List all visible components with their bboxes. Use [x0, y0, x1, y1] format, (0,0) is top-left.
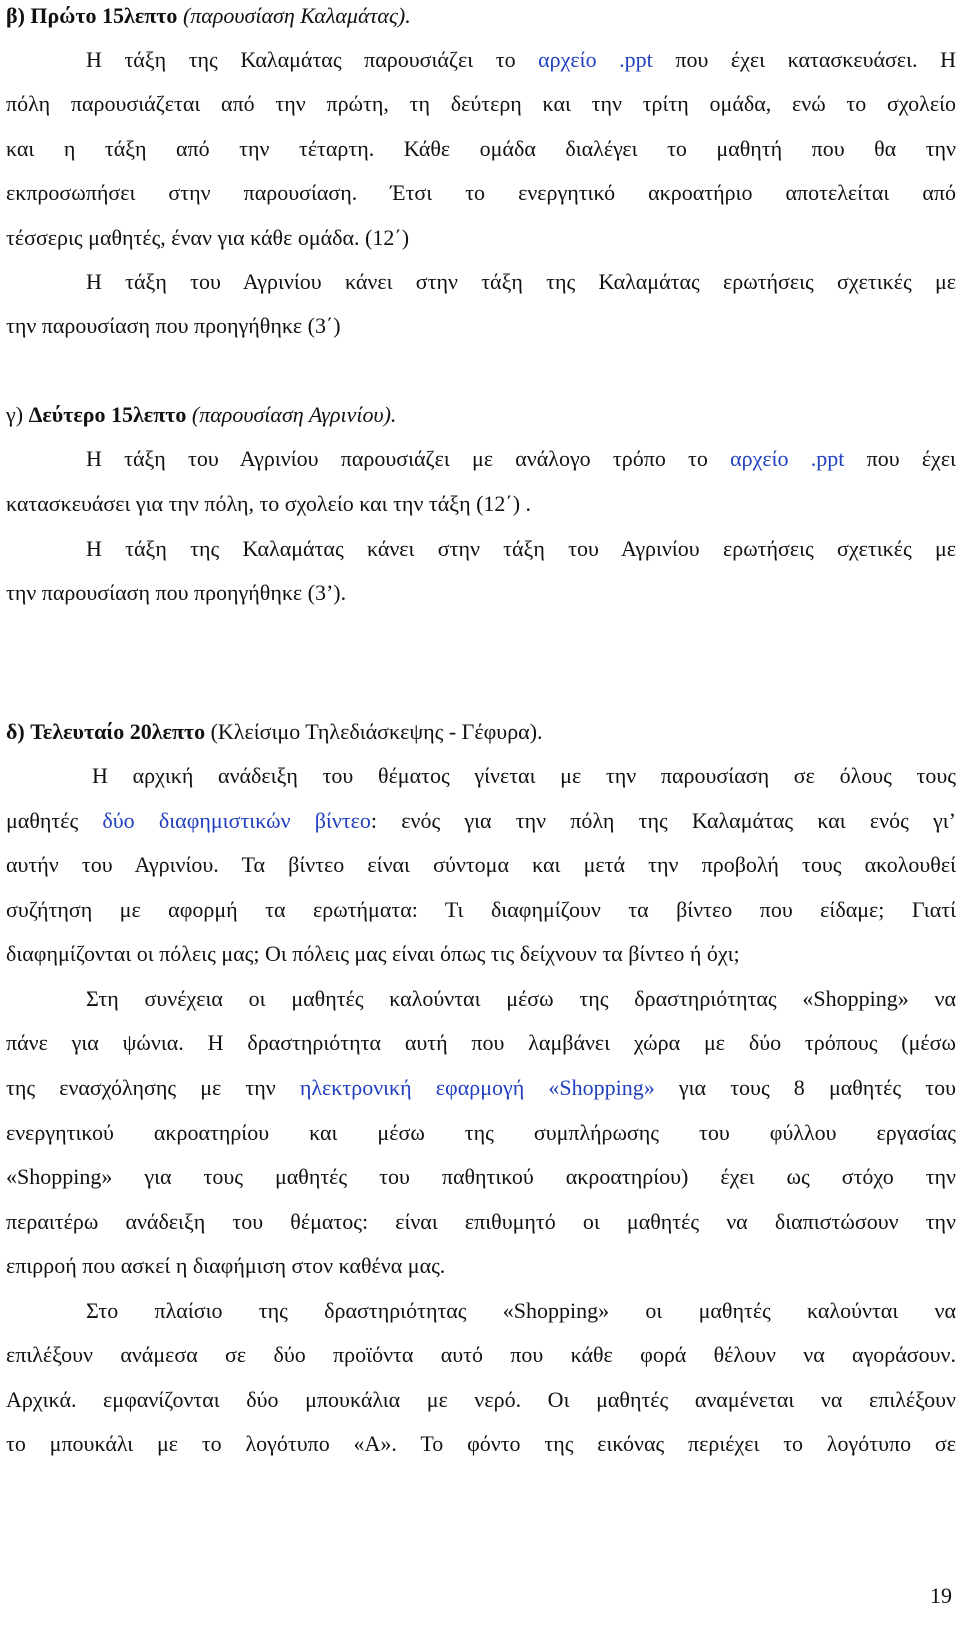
section-b-subtitle: (παρουσίαση Καλαμάτας).	[182, 3, 411, 28]
paragraph-line: «Shopping» για τους μαθητές του παθητικού ακροατηρίου) έχει ως στόχο την	[6, 1164, 956, 1189]
paragraph-line	[6, 1072, 956, 1104]
text-run: για τους 8 μαθητές του	[654, 1075, 956, 1100]
paragraph-line	[6, 805, 956, 837]
paragraph-line: πόλη παρουσιάζεται από την πρώτη, τη δεύτερη και την τρίτη ομάδα, ενώ το σχολείο	[6, 91, 956, 116]
paragraph-line: Αρχικά. εμφανίζονται δύο μπουκάλια με νερό. Οι μαθητές αναμένεται να επιλέξουν	[6, 1387, 956, 1412]
paragraph-line: πάνε για ψώνια. Η δραστηριότητα αυτή που λαμβάνει χώρα με δύο τρόπους (μέσω	[6, 1030, 956, 1055]
text-run: Η τάξη της Καλαμάτας παρουσιάζει το	[86, 47, 539, 72]
paragraph-line: τέσσερις μαθητές, έναν για κάθε ομάδα. (12΄)	[6, 225, 410, 250]
paragraph-line: Η αρχική ανάδειξη του θέματος γίνεται με την παρουσίαση σε όλους τους	[92, 763, 956, 788]
paragraph-line: επιρροή που ασκεί η διαφήμιση στον καθένα μας.	[6, 1253, 446, 1278]
paragraph-line: την παρουσίαση που προηγήθηκε (3΄)	[6, 313, 341, 338]
text-run: Η τάξη του Αγρινίου παρουσιάζει με ανάλογο τρόπο το	[86, 446, 731, 471]
paragraph-line	[86, 443, 956, 475]
section-b-label: β)	[6, 3, 25, 28]
text-run: : ενός για την πόλη της Καλαμάτας και ενός γι’	[370, 808, 956, 833]
text-run: που έχει	[844, 446, 956, 471]
paragraph-line: Στο πλαίσιο της δραστηριότητας «Shopping» οι μαθητές καλούνται να	[86, 1298, 956, 1323]
paragraph-line: συζήτηση με αφορμή τα ερωτήματα: Τι διαφημίζουν τα βίντεο που είδαμε; Γιατί	[6, 897, 956, 922]
paragraph-line: Στη συνέχεια οι μαθητές καλούνται μέσω της δραστηριότητας «Shopping» να	[86, 986, 956, 1011]
section-d-label: δ)	[6, 719, 25, 744]
paragraph-line	[86, 44, 956, 76]
paragraph-line: ενεργητικού ακροατηρίου και μέσω της συμπλήρωσης του φύλλου εργασίας	[6, 1120, 956, 1145]
paragraph-line: αυτήν του Αγρινίου. Τα βίντεο είναι σύντομα και μετά την προβολή τους ακολουθεί	[6, 852, 956, 877]
ppt-file-link[interactable]: αρχείο .ppt	[538, 47, 653, 72]
paragraph-line: και η τάξη από την τέταρτη. Κάθε ομάδα διαλέγει το μαθητή που θα την	[6, 136, 956, 161]
shopping-app-link[interactable]: ηλεκτρονική εφαρμογή «Shopping»	[299, 1075, 655, 1100]
paragraph-line: διαφημίζονται οι πόλεις μας; Οι πόλεις μας είναι όπως τις δείχνουν τα βίντεο ή όχι;	[6, 941, 740, 966]
section-d-subtitle: (Κλείσιμο Τηλεδιάσκεψης - Γέφυρα).	[210, 719, 543, 744]
paragraph-line: το μπουκάλι με το λογότυπο «Α». Το φόντο της εικόνας περιέχει το λογότυπο σε	[6, 1431, 956, 1456]
section-b-title: Πρώτο 15λεπτο	[30, 3, 178, 28]
paragraph-line: επιλέξουν ανάμεσα σε δύο προϊόντα αυτό που κάθε φορά θέλουν να αγοράσουν.	[6, 1342, 956, 1367]
section-c-subtitle: (παρουσίαση Αγρινίου).	[191, 402, 397, 427]
section-d-heading	[6, 716, 956, 748]
text-run: που έχει κατασκευάσει. Η	[652, 47, 956, 72]
ppt-file-link[interactable]: αρχείο .ppt	[730, 446, 845, 471]
section-c-heading	[6, 399, 956, 431]
paragraph-line: Η τάξη της Καλαμάτας κάνει στην τάξη του Αγρινίου ερωτήσεις σχετικές με	[86, 536, 956, 561]
text-run: της ενασχόλησης με την	[6, 1075, 300, 1100]
section-c-title: Δεύτερο 15λεπτο	[28, 402, 187, 427]
paragraph-line: Η τάξη του Αγρινίου κάνει στην τάξη της Καλαμάτας ερωτήσεις σχετικές με	[86, 269, 956, 294]
paragraph-line: κατασκευάσει για την πόλη, το σχολείο και την τάξη (12΄) .	[6, 491, 532, 516]
paragraph-line: την παρουσίαση που προηγήθηκε (3’).	[6, 580, 347, 605]
paragraph-line: περαιτέρω ανάδειξη του θέματος: είναι επιθυμητό οι μαθητές να διαπιστώσουν την	[6, 1209, 956, 1234]
paragraph-line: εκπροσωπήσει στην παρουσίαση. Έτσι το ενεργητικό ακροατήριο αποτελείται από	[6, 180, 956, 205]
section-c-label: γ)	[6, 402, 24, 427]
section-d-title: Τελευταίο 20λεπτο	[30, 719, 206, 744]
page-number: 19	[930, 1583, 952, 1608]
section-b-heading	[6, 0, 956, 32]
text-run: μαθητές	[6, 808, 103, 833]
promo-videos-link[interactable]: δύο διαφημιστικών βίντεο	[102, 808, 371, 833]
